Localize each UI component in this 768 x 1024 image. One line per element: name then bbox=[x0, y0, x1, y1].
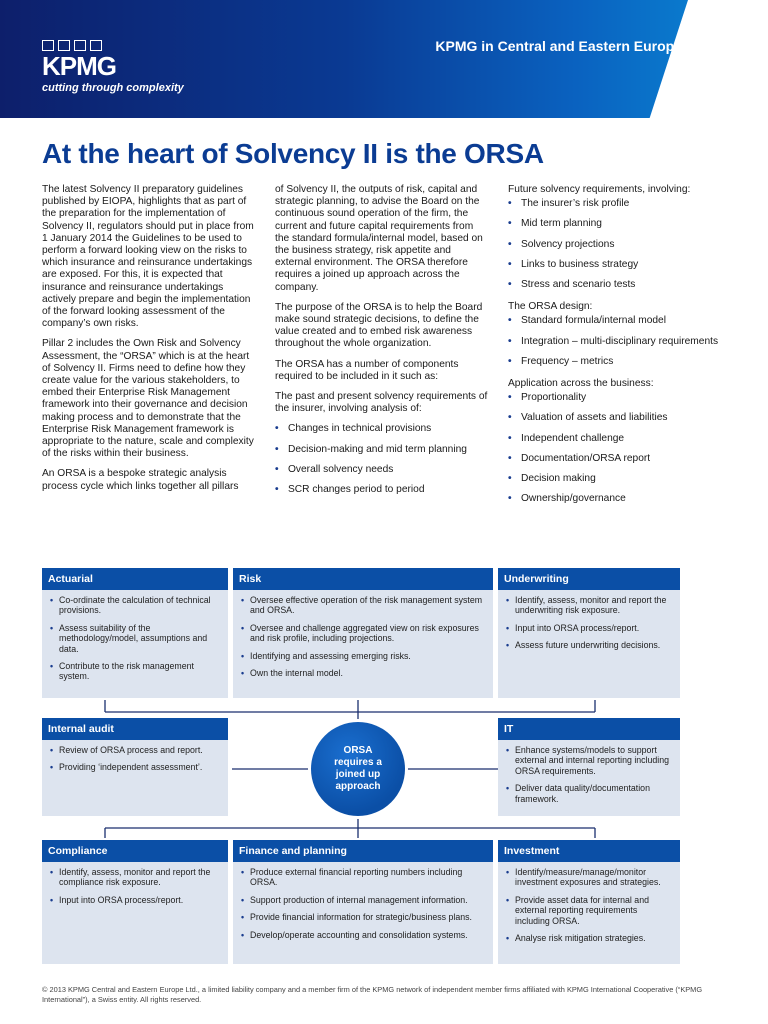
list-item: • Stress and scenario tests bbox=[508, 279, 728, 291]
box-title: Compliance bbox=[42, 840, 228, 862]
list-item: • Review of ORSA process and report. bbox=[50, 745, 222, 755]
page-title: At the heart of Solvency II is the ORSA bbox=[42, 138, 544, 169]
list-item: • Provide asset data for internal and external reporting requirements including ORSA. bbox=[506, 895, 674, 926]
list-item: • Overall solvency needs bbox=[275, 464, 489, 476]
box-list bbox=[42, 740, 228, 784]
list-item: • Enhance systems/models to support external and internal reporting including ORSA requirements. bbox=[506, 745, 674, 776]
list-item: • Identify, assess, monitor and report the underwriting risk exposure. bbox=[506, 595, 674, 616]
box-title: IT bbox=[498, 718, 680, 740]
box-list bbox=[498, 590, 680, 662]
list-item: • Analyse risk mitigation strategies. bbox=[506, 933, 674, 943]
box-title: Finance and planning bbox=[233, 840, 493, 862]
list-item: • Identify, assess, monitor and report the compliance risk exposure. bbox=[50, 867, 222, 888]
list-item: • Independent challenge bbox=[508, 433, 728, 445]
paragraph: of Solvency II, the outputs of risk, capital and strategic planning, to advise the Board on the continuous sound operation of the firm, the current and future capital requirements from the standard formula/internal model, based on the business strategy, risk appetite and external environment. The ORSA therefore requires a joined up approach across the company. bbox=[275, 184, 483, 293]
list-item: • Decision-making and mid term planning bbox=[275, 444, 489, 456]
list-item: • Produce external financial reporting numbers including ORSA. bbox=[241, 867, 487, 888]
list-item: • Identifying and assessing emerging risks. bbox=[241, 651, 487, 661]
list-item: • Assess suitability of the methodology/model, assumptions and data. bbox=[50, 623, 222, 654]
box-list bbox=[42, 862, 228, 916]
list-item: • Deliver data quality/documentation framework. bbox=[506, 783, 674, 804]
list-item: • Frequency – metrics bbox=[508, 356, 728, 368]
footer-copyright: © 2013 KPMG Central and Eastern Europe Ltd., a limited liability company and a member firm of the KPMG network of independent member firms affiliated with KPMG International Cooperative (“KPMG International”), a Swiss entity. All rights reserved. bbox=[42, 985, 703, 1004]
list-item: • Mid term planning bbox=[508, 218, 728, 230]
list-item: • SCR changes period to period bbox=[275, 484, 489, 496]
list-item: • Own the internal model. bbox=[241, 668, 487, 678]
box-title: Investment bbox=[498, 840, 680, 862]
list-item: • The insurer’s risk profile bbox=[508, 198, 728, 210]
internal-audit-box bbox=[42, 718, 228, 816]
tagline: cutting through complexity bbox=[42, 82, 184, 94]
paragraph: The ORSA has a number of components required to be included in it such as: bbox=[275, 358, 459, 382]
box-list bbox=[233, 590, 493, 689]
actuarial-box bbox=[42, 568, 228, 698]
paragraph: An ORSA is a bespoke strategic analysis process cycle which links together all pillars bbox=[42, 468, 239, 492]
list-item: • Assess future underwriting decisions. bbox=[506, 640, 674, 650]
list-item: • Contribute to the risk management system. bbox=[50, 661, 222, 682]
box-list bbox=[498, 740, 680, 815]
region-title: KPMG in Central and Eastern Europe bbox=[435, 38, 682, 54]
box-title: Internal audit bbox=[42, 718, 228, 740]
compliance-box bbox=[42, 840, 228, 964]
design-heading: The ORSA design: bbox=[508, 301, 593, 313]
list-item: • Providing ‘independent assessment’. bbox=[50, 762, 222, 772]
list-item: • Oversee and challenge aggregated view on risk exposures and risk profile, including projections. bbox=[241, 623, 487, 644]
list-item: • Proportionality bbox=[508, 392, 728, 404]
list-item: • Co-ordinate the calculation of technical provisions. bbox=[50, 595, 222, 616]
orsa-circle bbox=[311, 722, 405, 816]
list-item: • Identify/measure/manage/monitor investment exposures and strategies. bbox=[506, 867, 674, 888]
list-item: • Ownership/governance bbox=[508, 493, 728, 505]
list-item: • Input into ORSA process/report. bbox=[50, 895, 222, 905]
list-item: • Solvency projections bbox=[508, 239, 728, 251]
it-box bbox=[498, 718, 680, 816]
list-item: • Decision making bbox=[508, 473, 728, 485]
list-item: • Links to business strategy bbox=[508, 259, 728, 271]
paragraph: The purpose of the ORSA is to help the Board make sound strategic decisions, to define the value created and to embed risk awareness throughout the whole organization. bbox=[275, 301, 483, 350]
list-item: • Integration – multi-disciplinary requirements bbox=[508, 336, 728, 348]
paragraph: The latest Solvency II preparatory guidelines published by EIOPA, highlights that as part of the preparation for the implementation of Solvency II, regulators should put in place from 1 January 2014 the Guidelines to be used to perform a forward looking view on the risks to which insurance and reinsurance undertakings are exposed. For this, it is expected that insurance and reinsurance undertakings actively prepare and begin the implementation of the forward looking assessment of the company’s own risks. bbox=[42, 184, 254, 330]
list-item: • Provide financial information for strategic/business plans. bbox=[241, 912, 487, 922]
paragraph: Pillar 2 includes the Own Risk and Solvency Assessment, the “ORSA” which is at the heart of Solvency II. Firms need to define how they create value for the various stakeholders, to embed their Enterprise Risk Management framework into their governance and decision making process and to demonstrate that the Enterprise Risk Management framework is appropriate to the nature, scale and complexity of the risks within their business. bbox=[42, 338, 254, 460]
investment-box bbox=[498, 840, 680, 964]
orsa-circle-text: ORSA requires a joined up approach bbox=[334, 745, 382, 792]
application-heading: Application across the business: bbox=[508, 378, 654, 390]
box-title: Underwriting bbox=[498, 568, 680, 590]
list-item: • Valuation of assets and liabilities bbox=[508, 412, 728, 424]
future-heading: Future solvency requirements, involving: bbox=[508, 184, 691, 195]
list-item: • Documentation/ORSA report bbox=[508, 453, 728, 465]
list-item: • Support production of internal management information. bbox=[241, 895, 487, 905]
box-list bbox=[233, 862, 493, 951]
underwriting-box bbox=[498, 568, 680, 698]
paragraph: The past and present solvency requirements of the insurer, involving analysis of: bbox=[275, 391, 488, 415]
box-title: Actuarial bbox=[42, 568, 228, 590]
list-item: • Develop/operate accounting and consolidation systems. bbox=[241, 930, 487, 940]
list-item: • Standard formula/internal model bbox=[508, 315, 728, 327]
list-item: • Changes in technical provisions bbox=[275, 423, 489, 435]
box-title: Risk bbox=[233, 568, 493, 590]
box-list bbox=[42, 590, 228, 693]
risk-box bbox=[233, 568, 493, 698]
finance-box bbox=[233, 840, 493, 964]
list-item: • Oversee effective operation of the risk management system and ORSA. bbox=[241, 595, 487, 616]
list-item: • Input into ORSA process/report. bbox=[506, 623, 674, 633]
box-list bbox=[498, 862, 680, 954]
logo-wordmark: KPMG bbox=[42, 51, 116, 81]
